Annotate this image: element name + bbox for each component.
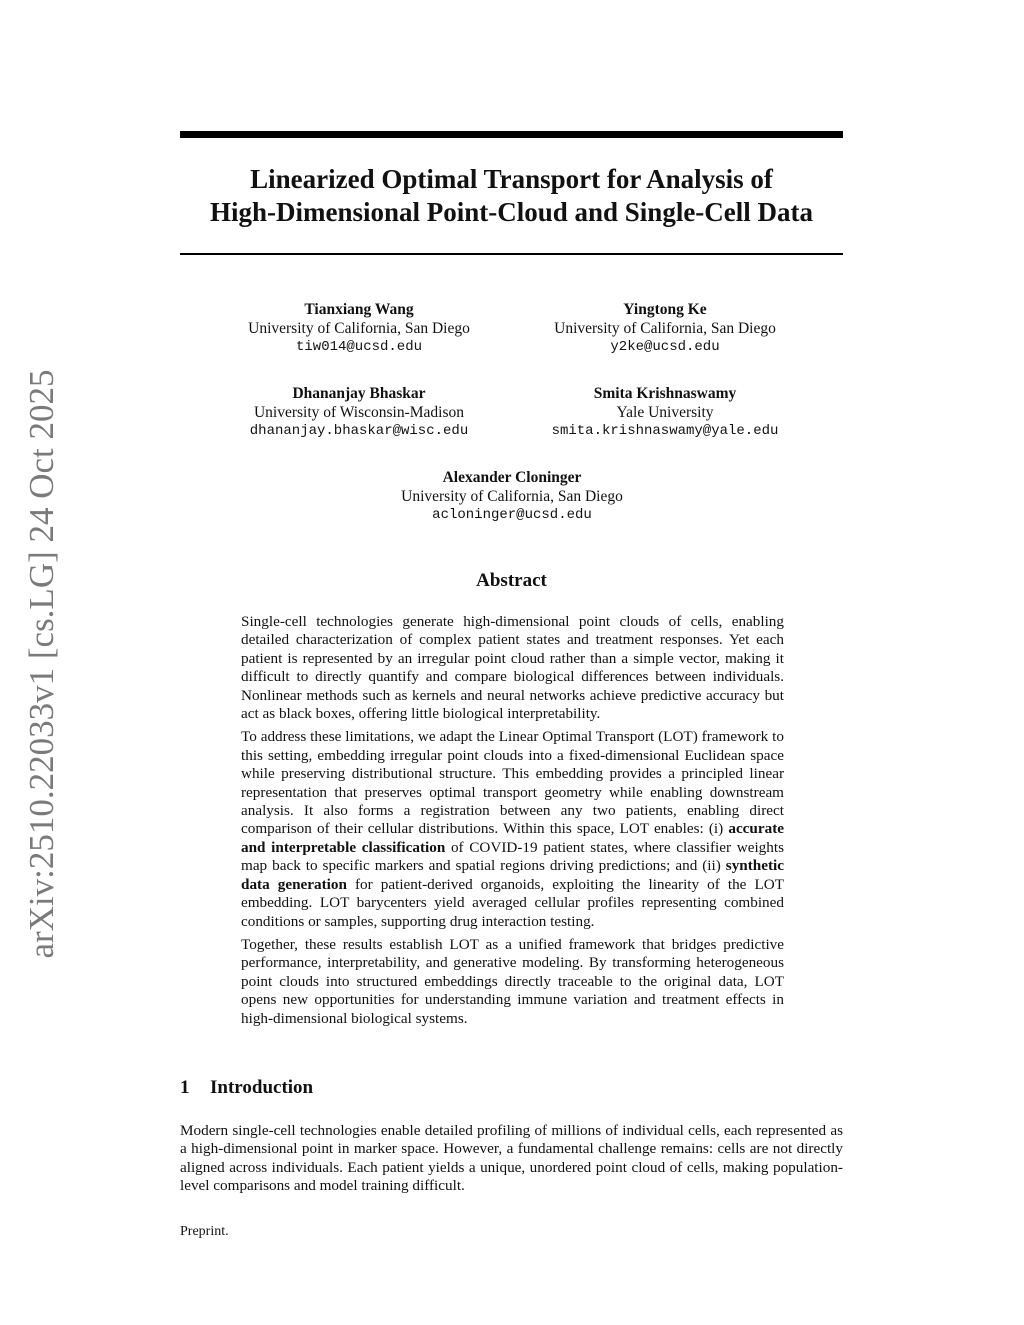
title-line-1: Linearized Optimal Transport for Analysis of <box>250 164 773 194</box>
author-email: y2ke@ucsd.edu <box>610 339 720 355</box>
title-line-2: High-Dimensional Point-Cloud and Single-Cell Data <box>209 197 814 227</box>
abstract-text: for patient-derived organoids, exploiting the linearity of the LOT embedding. LOT barycenters yield averaged cellular profiles representing combined conditions or samples, supporting drug interaction testing. <box>241 875 785 930</box>
author-name: Yingtong Ke <box>623 301 707 318</box>
abstract-heading: Abstract <box>476 570 547 591</box>
author-block <box>500 300 830 357</box>
author-name: Tianxiang Wang <box>304 301 414 318</box>
abstract-emphasis: synthetic data generation <box>241 857 784 893</box>
title-top-rule <box>180 131 843 138</box>
abstract-emphasis: accurate and interpretable classification <box>241 820 784 856</box>
author-email: dhananjay.bhaskar@wisc.edu <box>249 423 469 439</box>
abstract-paragraph-1: Single-cell technologies generate high-dimensional point clouds of cells, enabling detailed characterization of complex patient states and treatment responses. Yet each patient is represented by an irregular point cloud rather than a simple vector, making it difficult to directly quantify and compare biological differences between individuals. Nonlinear methods such as kernels and neural networks achieve predictive accuracy but act as black boxes, offering little biological interpretability. <box>241 613 784 723</box>
arxiv-identifier: arXiv:2510.22033v1 [cs.LG] 24 Oct 2025 <box>22 369 61 959</box>
author-affiliation: University of California, San Diego <box>248 320 470 337</box>
author-block <box>347 468 677 525</box>
abstract-paragraph-2 <box>241 728 784 930</box>
author-block <box>194 300 524 357</box>
paper-title <box>180 163 843 229</box>
author-email: smita.krishnaswamy@yale.edu <box>551 423 779 439</box>
abstract-paragraph-3: Together, these results establish LOT as a unified framework that bridges predictive performance, interpretability, and generative modeling. By transforming heterogeneous point clouds into structured embeddings directly traceable to the original data, LOT opens new opportunities for understanding immune variation and treatment effects in high-dimensional biological systems. <box>241 935 784 1027</box>
abstract-text: of COVID-19 patient states, where classifier weights map back to specific markers and spatial regions driving predictions; and (ii) <box>241 838 784 875</box>
section-title: Introduction <box>210 1077 314 1098</box>
page-footer: Preprint. <box>180 1224 229 1239</box>
author-name: Smita Krishnaswamy <box>593 385 737 402</box>
title-bottom-rule <box>180 253 843 255</box>
introduction-paragraph: Modern single-cell technologies enable detailed profiling of millions of individual cells, each represented as a high-dimensional point in marker space. However, a fundamental challenge remains: cells are not directly aligned across individuals. Each patient yields a unique, unordered point cloud of cells, making population-level comparisons and model training difficult. <box>180 1122 843 1195</box>
author-affiliation: University of California, San Diego <box>554 320 776 337</box>
author-affiliation: University of California, San Diego <box>401 488 623 505</box>
author-affiliation: Yale University <box>616 404 714 421</box>
author-name: Alexander Cloninger <box>442 469 582 486</box>
author-name: Dhananjay Bhaskar <box>292 385 426 402</box>
abstract-body <box>241 613 784 1033</box>
author-block <box>194 384 524 441</box>
author-block <box>500 384 830 441</box>
author-email: acloninger@ucsd.edu <box>432 507 592 523</box>
section-heading-introduction <box>180 1077 313 1099</box>
section-number: 1 <box>180 1077 190 1098</box>
abstract-text: To address these limitations, we adapt the Linear Optimal Transport (LOT) framework to this setting, embedding irregular point clouds into a fixed-dimensional Euclidean space while preserving distributional structure. This embedding provides a principled linear representation that preserves optimal transport geometry while enabling downstream analysis. It also forms a registration between any two patients, enabling direct comparison of their cellular distributions. Within this space, LOT enables: (i) <box>241 728 784 838</box>
author-email: tiw014@ucsd.edu <box>295 339 423 355</box>
author-affiliation: University of Wisconsin-Madison <box>253 404 465 421</box>
